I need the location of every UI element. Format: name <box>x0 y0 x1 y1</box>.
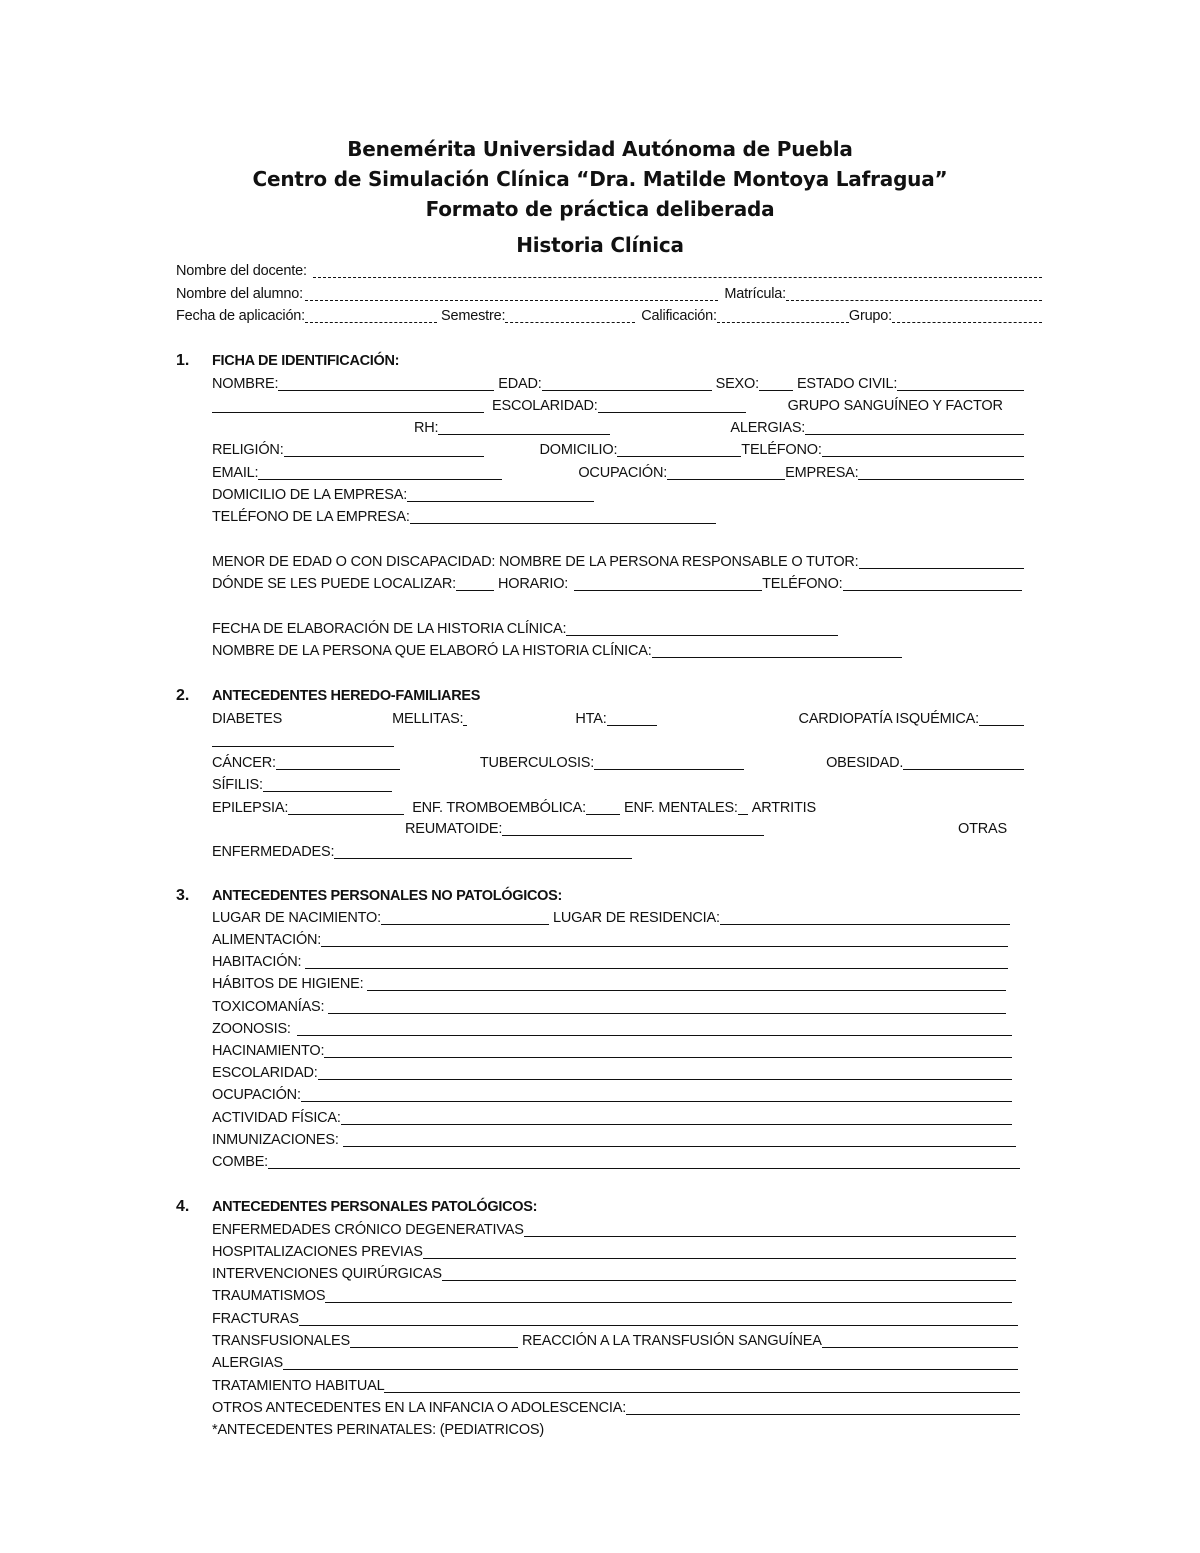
s3-item-field[interactable] <box>341 1110 1012 1125</box>
obesidad-label: OBESIDAD. <box>826 755 904 771</box>
religion-field[interactable] <box>284 442 484 457</box>
nombre-elaboro-label: NOMBRE DE LA PERSONA QUE ELABORÓ LA HISTORIA CLÍNICA: <box>212 643 652 659</box>
estado-civil-field-cont[interactable] <box>212 398 484 413</box>
cardiopatia-field[interactable] <box>979 711 1024 726</box>
telefono-empresa-field[interactable] <box>410 509 716 524</box>
alergias-pat-field[interactable] <box>283 1355 1018 1370</box>
alergias-field[interactable] <box>805 420 1024 435</box>
hospitalizaciones-label: HOSPITALIZACIONES PREVIAS <box>212 1244 423 1260</box>
fecha-field[interactable] <box>305 308 437 323</box>
email-field[interactable] <box>258 465 502 480</box>
cancer-label: CÁNCER: <box>212 755 276 771</box>
empresa-label: EMPRESA: <box>785 465 859 481</box>
telefono-empresa-label: TELÉFONO DE LA EMPRESA: <box>212 509 410 525</box>
nombre-field[interactable] <box>278 376 494 391</box>
semestre-field[interactable] <box>505 308 635 323</box>
alergias-pat-label: ALERGIAS <box>212 1355 283 1371</box>
menor-label: MENOR DE EDAD O CON DISCAPACIDAD: NOMBRE DE LA PERSONA RESPONSABLE O TUTOR: <box>212 554 859 570</box>
mentales-label: ENF. MENTALES: <box>623 800 738 816</box>
reumatoide-field[interactable] <box>502 821 764 836</box>
s3-item-field[interactable] <box>367 976 1006 991</box>
sexo-label: SEXO: <box>715 376 759 392</box>
s4-row-traumatismos <box>212 1287 1012 1305</box>
s3-item-field[interactable] <box>318 1065 1012 1080</box>
s3-item-label: TOXICOMANÍAS: <box>212 999 325 1015</box>
religion-label: RELIGIÓN: <box>212 442 284 458</box>
section-2-number: 2. <box>176 687 190 704</box>
email-label: EMAIL: <box>212 465 259 481</box>
fracturas-field[interactable] <box>299 1311 1018 1326</box>
obesidad-field[interactable] <box>903 755 1024 770</box>
cronico-label: ENFERMEDADES CRÓNICO DEGENERATIVAS <box>212 1222 524 1238</box>
otras-label: OTRAS <box>958 821 1007 837</box>
estado-civil-label: ESTADO CIVIL: <box>796 376 898 392</box>
s1-row-7 <box>212 508 716 526</box>
mellitas-field[interactable] <box>463 711 467 726</box>
ocupacion-field[interactable] <box>667 465 785 480</box>
s1-row-6 <box>212 486 594 504</box>
s3-item-row <box>212 931 1008 949</box>
s4-row-transfusionales <box>212 1332 1018 1350</box>
matricula-field[interactable] <box>786 286 1042 301</box>
traumatismos-field[interactable] <box>325 1288 1012 1303</box>
otras-enfermedades-field[interactable] <box>334 844 632 859</box>
sifilis-label: SÍFILIS: <box>212 777 263 793</box>
matricula-label: Matrícula: <box>724 286 786 302</box>
cardiopatia-label: CARDIOPATÍA ISQUÉMICA: <box>798 711 979 727</box>
diabetes-label: DIABETES <box>212 711 283 727</box>
s3-item-field[interactable] <box>297 1021 1012 1036</box>
transfusionales-label: TRANSFUSIONALES <box>212 1333 350 1349</box>
alumno-label: Nombre del alumno: <box>176 286 303 302</box>
cronico-field[interactable] <box>524 1222 1016 1237</box>
telefono-field[interactable] <box>822 442 1024 457</box>
s4-row-otros <box>212 1399 1020 1417</box>
fecha-elaboracion-field[interactable] <box>566 621 838 636</box>
s2-row-7 <box>212 843 632 861</box>
cancer-field[interactable] <box>276 755 400 770</box>
horario-field[interactable] <box>574 576 762 591</box>
lugar-residencia-field[interactable] <box>720 910 1010 925</box>
section-3-title: ANTECEDENTES PERSONALES NO PATOLÓGICOS: <box>212 888 563 904</box>
section-3-number: 3. <box>176 887 190 904</box>
s3-item-field[interactable] <box>321 932 1008 947</box>
s2-row-3 <box>212 754 1024 772</box>
otros-field[interactable] <box>626 1400 1020 1415</box>
donde-label: DÓNDE SE LES PUEDE LOCALIZAR: <box>212 576 456 592</box>
otros-label: OTROS ANTECEDENTES EN LA INFANCIA O ADOLESCENCIA: <box>212 1400 627 1416</box>
s4-row-hospitalizaciones <box>212 1243 1016 1261</box>
epilepsia-label: EPILEPSIA: <box>212 800 289 816</box>
s3-item-label: HACINAMIENTO: <box>212 1043 325 1059</box>
s3-item-row <box>212 998 1006 1016</box>
section-1-title: FICHA DE IDENTIFICACIÓN: <box>212 353 400 369</box>
hospitalizaciones-field[interactable] <box>423 1244 1016 1259</box>
s1-row-9 <box>212 575 1022 593</box>
docente-label: Nombre del docente: <box>176 263 307 279</box>
hta-label: HTA: <box>575 711 607 727</box>
s3-item-label: COMBE: <box>212 1154 268 1170</box>
s3-item-label: HÁBITOS DE HIGIENE: <box>212 976 364 992</box>
reaccion-label: REACCIÓN A LA TRANSFUSIÓN SANGUÍNEA <box>522 1333 822 1349</box>
s3-item-field[interactable] <box>328 999 1006 1014</box>
sifilis-field[interactable] <box>263 777 392 792</box>
s1-row-2 <box>212 397 1024 415</box>
s3-item-label: ZOONOSIS: <box>212 1021 291 1037</box>
domicilio-empresa-field[interactable] <box>407 487 594 502</box>
empresa-field[interactable] <box>858 465 1024 480</box>
s1-row-5 <box>212 464 1024 482</box>
s2-row-1 <box>212 710 1024 728</box>
telefono-tutor-field[interactable] <box>843 576 1023 591</box>
s2-row-6 <box>405 820 1007 838</box>
tutor-field[interactable] <box>859 554 1025 569</box>
s4-row-cronico <box>212 1221 1016 1239</box>
horario-label: HORARIO: <box>498 576 569 592</box>
hta-field[interactable] <box>607 711 657 726</box>
university-name: Benemérita Universidad Autónoma de Puebla <box>347 137 853 161</box>
s3-item-row <box>212 1042 1012 1060</box>
s3-item-label: HABITACIÓN: <box>212 954 302 970</box>
section-4-number: 4. <box>176 1198 190 1215</box>
grupo-field[interactable] <box>892 308 1042 323</box>
s4-row-alergias <box>212 1354 1018 1372</box>
document-title: Historia Clínica <box>516 233 684 257</box>
section-2-title: ANTECEDENTES HEREDO-FAMILIARES <box>212 688 481 704</box>
s2-row-5 <box>212 799 852 817</box>
telefono-tutor-label: TELÉFONO: <box>762 576 843 592</box>
rh-label: RH: <box>414 420 439 436</box>
tromboembolica-label: ENF. TROMBOEMBÓLICA: <box>412 800 586 816</box>
tratamiento-label: TRATAMIENTO HABITUAL <box>212 1378 385 1394</box>
mentales-field[interactable] <box>738 800 748 815</box>
artritis-label: ARTRITIS <box>751 800 816 816</box>
telefono-label: TELÉFONO: <box>741 442 822 458</box>
s3-item-field[interactable] <box>268 1154 1020 1169</box>
docente-row <box>176 262 1042 280</box>
section-4-title: ANTECEDENTES PERSONALES PATOLÓGICOS: <box>212 1199 538 1215</box>
semestre-label: Semestre: <box>441 308 506 324</box>
nombre-label: NOMBRE: <box>212 376 279 392</box>
cardiopatia-field-cont[interactable] <box>212 732 394 747</box>
s3-item-label: ESCOLARIDAD: <box>212 1065 318 1081</box>
tuberculosis-label: TUBERCULOSIS: <box>479 755 595 771</box>
fracturas-label: FRACTURAS <box>212 1311 299 1327</box>
tuberculosis-field[interactable] <box>594 755 744 770</box>
s3-item-field[interactable] <box>343 1132 1016 1147</box>
section-1-number: 1. <box>176 352 190 369</box>
s4-row-perinatales <box>212 1421 812 1439</box>
s3-item-row <box>212 1064 1012 1082</box>
transfusionales-field[interactable] <box>350 1333 518 1348</box>
s2-row-2 <box>212 732 394 749</box>
perinatales-label: *ANTECEDENTES PERINATALES: (PEDIATRICOS) <box>212 1422 544 1438</box>
s3-item-field[interactable] <box>305 954 1008 969</box>
fecha-label: Fecha de aplicación: <box>176 308 305 324</box>
edad-field[interactable] <box>542 376 712 391</box>
intervenciones-label: INTERVENCIONES QUIRÚRGICAS <box>212 1266 442 1282</box>
tromboembolica-field[interactable] <box>586 800 620 815</box>
nombre-elaboro-field[interactable] <box>652 643 902 658</box>
grupo-label: Grupo: <box>848 308 892 324</box>
grupo-sanguineo-label: GRUPO SANGUÍNEO Y FACTOR <box>787 398 1003 414</box>
edad-label: EDAD: <box>498 376 542 392</box>
lugar-nacimiento-field[interactable] <box>381 910 549 925</box>
s3-item-row <box>212 1020 1012 1038</box>
s4-row-tratamiento <box>212 1377 1020 1395</box>
reumatoide-label: REUMATOIDE: <box>405 821 503 837</box>
s3-item-field[interactable] <box>324 1043 1012 1058</box>
center-name: Centro de Simulación Clínica “Dra. Matilde Montoya Lafragua” <box>252 167 948 191</box>
s3-item-row <box>212 1109 1012 1127</box>
s1-row-1 <box>212 375 1024 393</box>
epilepsia-field[interactable] <box>288 800 404 815</box>
s3-item-label: OCUPACIÓN: <box>212 1087 301 1103</box>
s1-row-3 <box>414 419 1024 437</box>
s4-row-intervenciones <box>212 1265 1016 1283</box>
calificacion-label: Calificación: <box>641 308 717 324</box>
s3-item-row <box>212 1131 1016 1149</box>
otras-enfermedades-label: ENFERMEDADES: <box>212 844 335 860</box>
domicilio-field[interactable] <box>617 442 741 457</box>
sexo-field[interactable] <box>759 376 793 391</box>
donde-field[interactable] <box>456 576 494 591</box>
traumatismos-label: TRAUMATISMOS <box>212 1288 326 1304</box>
s3-item-label: ACTIVIDAD FÍSICA: <box>212 1110 341 1126</box>
s3-row-1 <box>212 909 1010 927</box>
format-name: Formato de práctica deliberada <box>425 197 775 221</box>
s3-item-row <box>212 1086 1012 1104</box>
intervenciones-field[interactable] <box>442 1266 1016 1281</box>
s3-item-label: INMUNIZACIONES: <box>212 1132 339 1148</box>
rh-field[interactable] <box>438 420 610 435</box>
s3-item-label: ALIMENTACIÓN: <box>212 932 322 948</box>
alumno-row <box>176 285 1042 303</box>
docente-field[interactable] <box>313 263 1042 278</box>
escolaridad-field[interactable] <box>598 398 746 413</box>
domicilio-label: DOMICILIO: <box>539 442 618 458</box>
escolaridad-label: ESCOLARIDAD: <box>492 398 598 414</box>
fecha-row <box>176 307 1042 325</box>
alergias-label: ALERGIAS: <box>730 420 806 436</box>
tratamiento-field[interactable] <box>384 1378 1020 1393</box>
lugar-residencia-label: LUGAR DE RESIDENCIA: <box>552 910 720 926</box>
reaccion-field[interactable] <box>822 1333 1018 1348</box>
domicilio-empresa-label: DOMICILIO DE LA EMPRESA: <box>212 487 408 503</box>
alumno-field[interactable] <box>305 286 718 301</box>
s3-item-row <box>212 1153 1020 1171</box>
calificacion-field[interactable] <box>717 308 849 323</box>
s1-row-4 <box>212 441 1024 459</box>
s1-row-11 <box>212 642 902 660</box>
s1-row-8 <box>212 553 1024 571</box>
s3-item-row <box>212 975 1006 993</box>
fecha-elaboracion-label: FECHA DE ELABORACIÓN DE LA HISTORIA CLÍNICA: <box>212 621 567 637</box>
estado-civil-field[interactable] <box>897 376 1024 391</box>
lugar-nacimiento-label: LUGAR DE NACIMIENTO: <box>212 910 381 926</box>
s3-item-field[interactable] <box>301 1087 1012 1102</box>
s1-row-10 <box>212 620 838 638</box>
s3-item-row <box>212 953 1008 971</box>
s2-row-4 <box>212 776 392 794</box>
mellitas-label: MELLITAS: <box>392 711 464 727</box>
ocupacion-label: OCUPACIÓN: <box>578 465 668 481</box>
s4-row-fracturas <box>212 1310 1018 1328</box>
